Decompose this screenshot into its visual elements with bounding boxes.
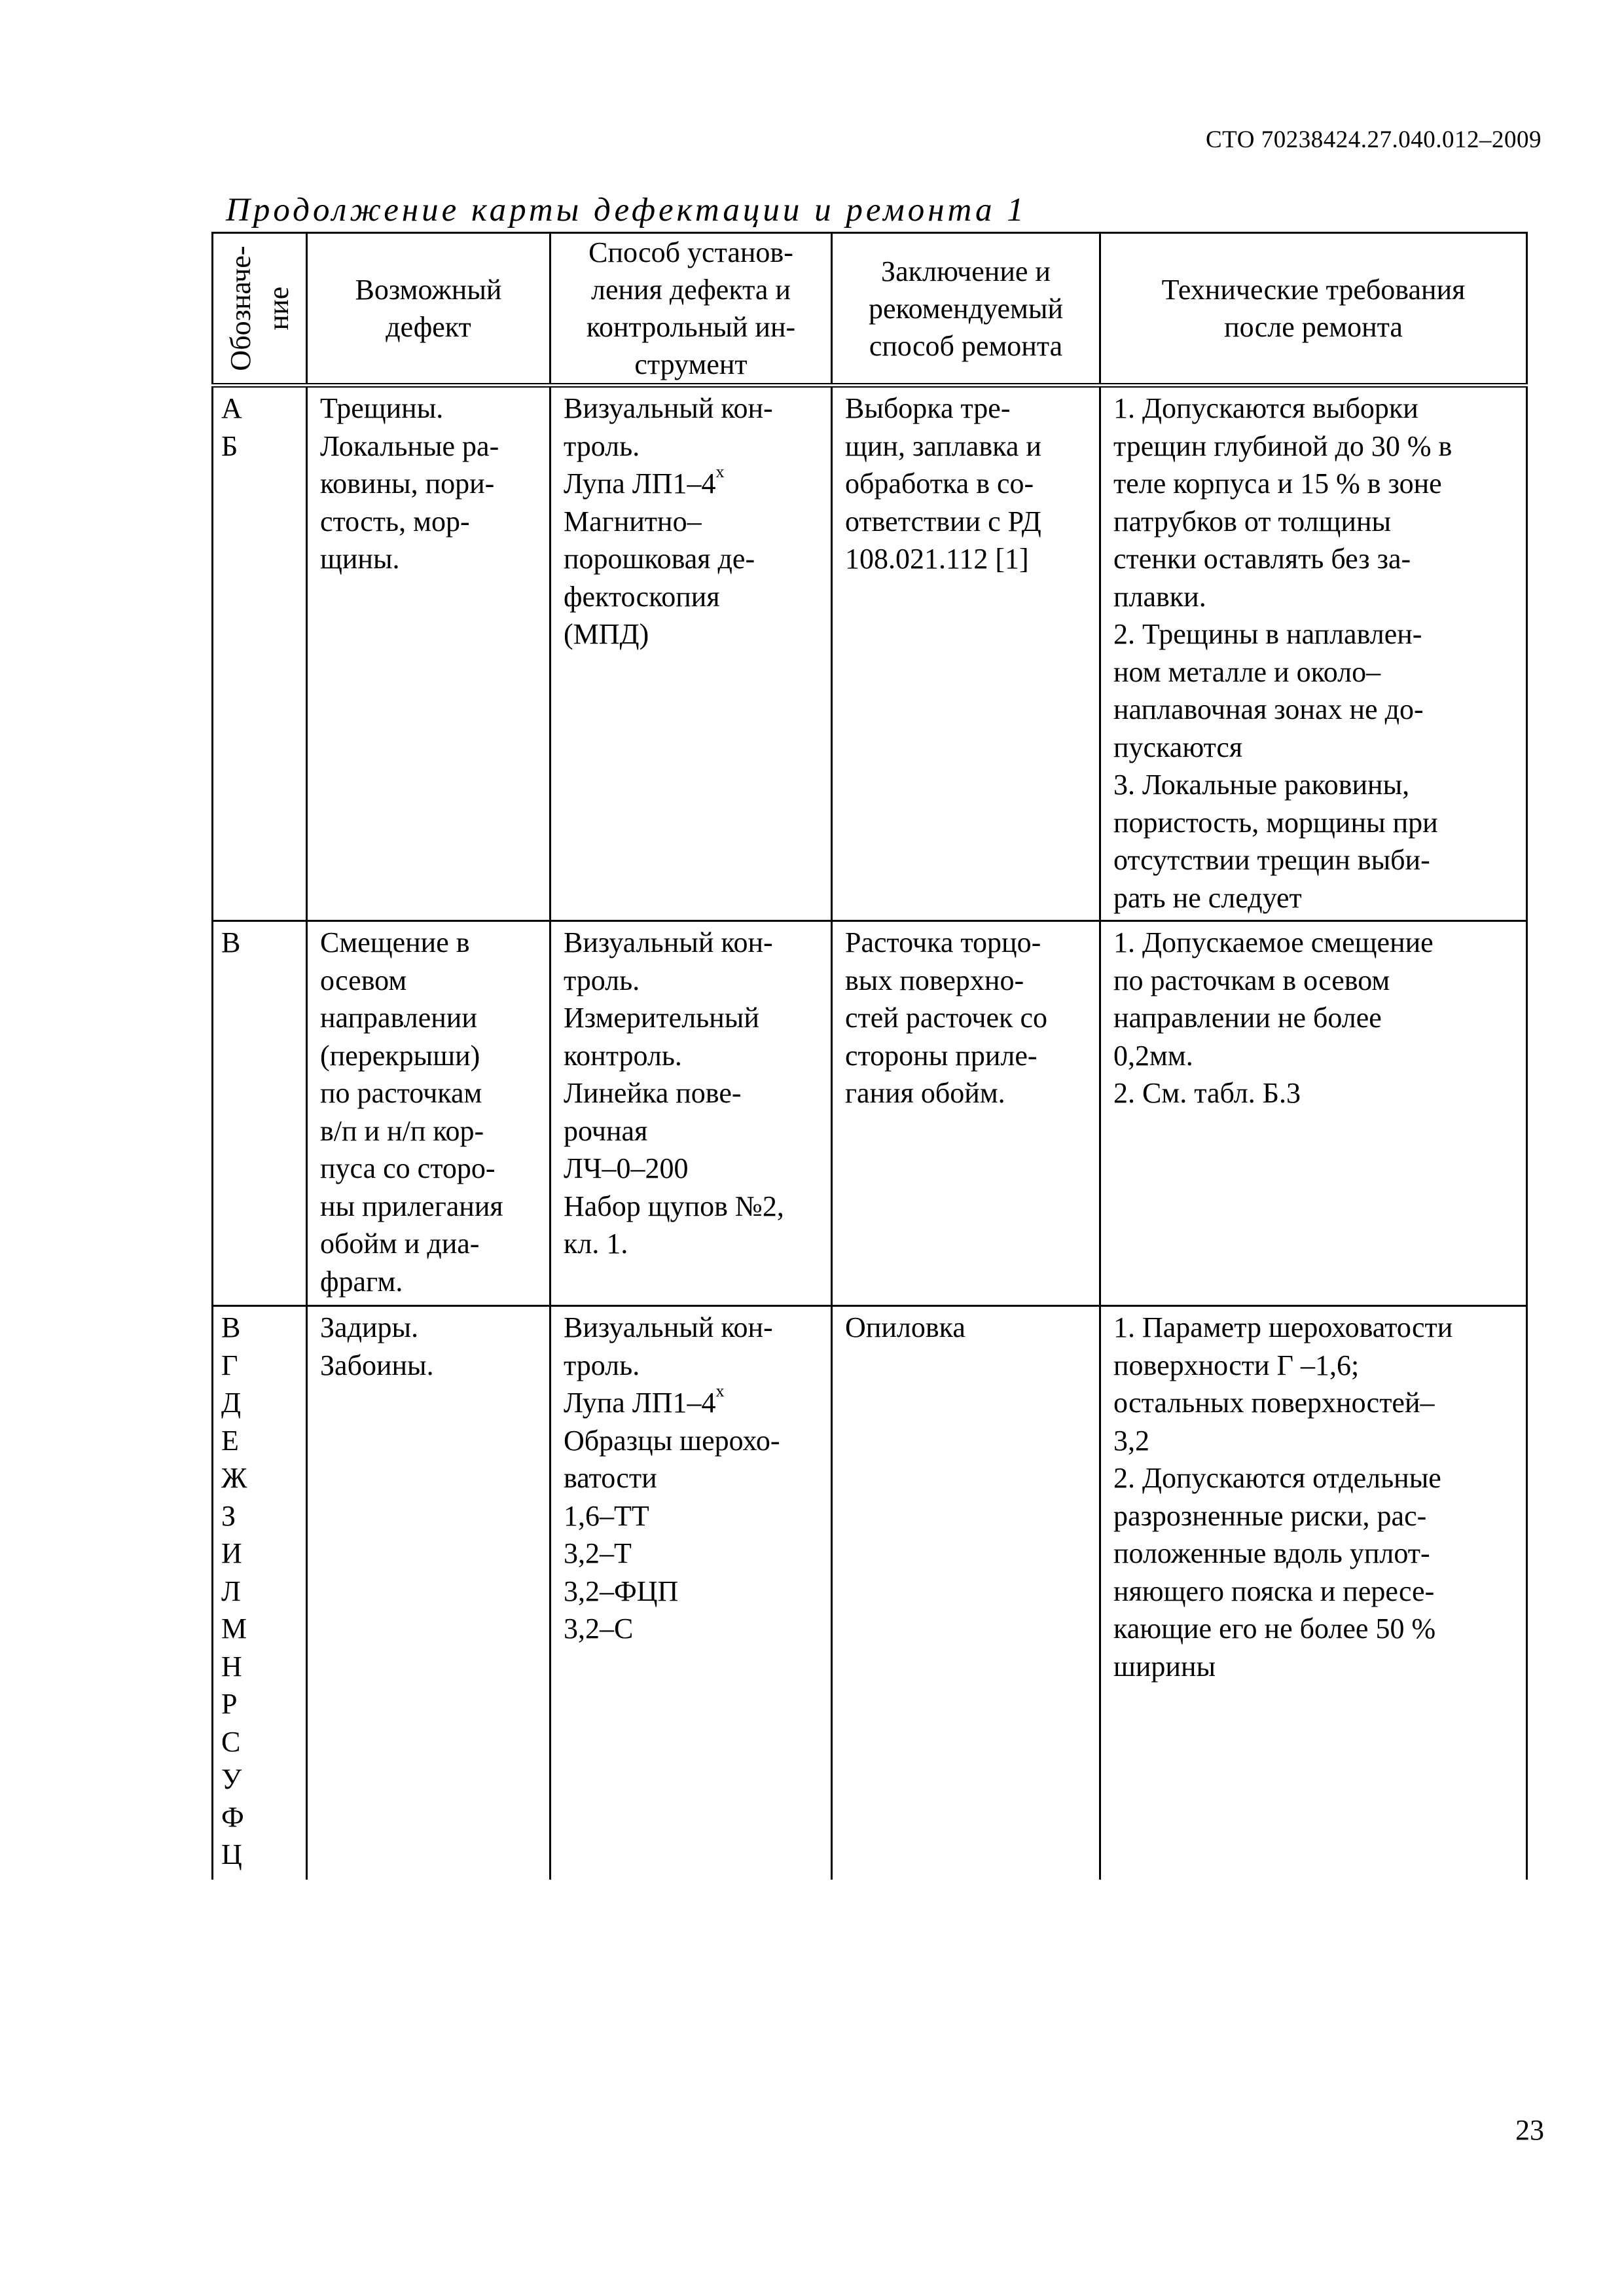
- method-cell: Визуальный кон- троль. Лупа $ЛП1-4^х$ Магнитно– порошковая де- фектоскопия (МПД): [550, 386, 832, 921]
- document-code: СТО 70238424.27.040.012–2009: [1205, 126, 1542, 153]
- header-technical-requirements: Технические требования после ремонта: [1100, 233, 1527, 386]
- defect-repair-table: [211, 232, 1528, 1880]
- page-number: 23: [1515, 2114, 1544, 2146]
- header-designation: Обозначе- ние: [213, 233, 307, 386]
- method-cell: Визуальный кон- троль. Измерительный контроль. Линейка пове- рочная ЛЧ–0–200 Набор щупов №2, кл. 1.: [550, 921, 832, 1306]
- designation-cell: В Г Д Е Ж З И Л М Н Р С У Ф Ц: [213, 1306, 307, 1880]
- repair-cell: Расточка торцо- вых поверхно- стей расточек со стороны приле- гания обойм.: [832, 921, 1100, 1306]
- defect-cell: Задиры. Забоины.: [307, 1306, 550, 1880]
- defect-cell: Смещение в осевом направлении (перекрыши) по расточкам в/п и н/п кор- пуса со сторо- ны прилегания обойм и диа- фрагм.: [307, 921, 550, 1306]
- table-row: [213, 921, 1527, 1306]
- method-cell: Визуальный кон- троль. Лупа $ЛП1-4^х$ Образцы шерохо- ватости 1,6–ТТ 3,2–Т 3,2–ФЦП 3,2–С: [550, 1306, 832, 1880]
- header-possible-defect: Возможный дефект: [307, 233, 550, 386]
- designation-cell: А Б: [213, 386, 307, 921]
- requirements-cell: 1. Допускаются выборки трещин глубиной до 30 % в теле корпуса и 15 % в зоне патрубков от толщины стенки оставлять без за- плавки. 2. Трещины в наплавлен- ном металле и около– наплавочная зонах не до- пускаются 3. Локальные раковины, пористость, морщины при отсутствии трещин выби- рать не следует: [1100, 386, 1527, 921]
- continuation-title: Продолжение карты дефектации и ремонта 1: [226, 192, 1027, 228]
- repair-cell: Опиловка: [832, 1306, 1100, 1880]
- header-detection-method: Способ установ- ления дефекта и контрольный ин- струмент: [550, 233, 832, 386]
- designation-cell: В: [213, 921, 307, 1306]
- table-header-row: [213, 233, 1527, 386]
- defect-cell: Трещины. Локальные ра- ковины, пори- стость, мор- щины.: [307, 386, 550, 921]
- table-row: [213, 386, 1527, 921]
- header-repair-conclusion: Заключение и рекомендуемый способ ремонта: [832, 233, 1100, 386]
- requirements-cell: 1. Допускаемое смещение по расточкам в осевом направлении не более 0,2мм. 2. См. табл. Б.3: [1100, 921, 1527, 1306]
- repair-cell: Выборка тре- щин, заплавка и обработка в со- ответствии с РД 108.021.112 [1]: [832, 386, 1100, 921]
- table-row: [213, 1306, 1527, 1880]
- requirements-cell: 1. Параметр шероховатости поверхности Г –1,6; остальных поверхностей– 3,2 2. Допускаются отдельные разрозненные риски, рас- положенные вдоль уплот- няющего пояска и пересе- кающие его не более 50 % ширины: [1100, 1306, 1527, 1880]
